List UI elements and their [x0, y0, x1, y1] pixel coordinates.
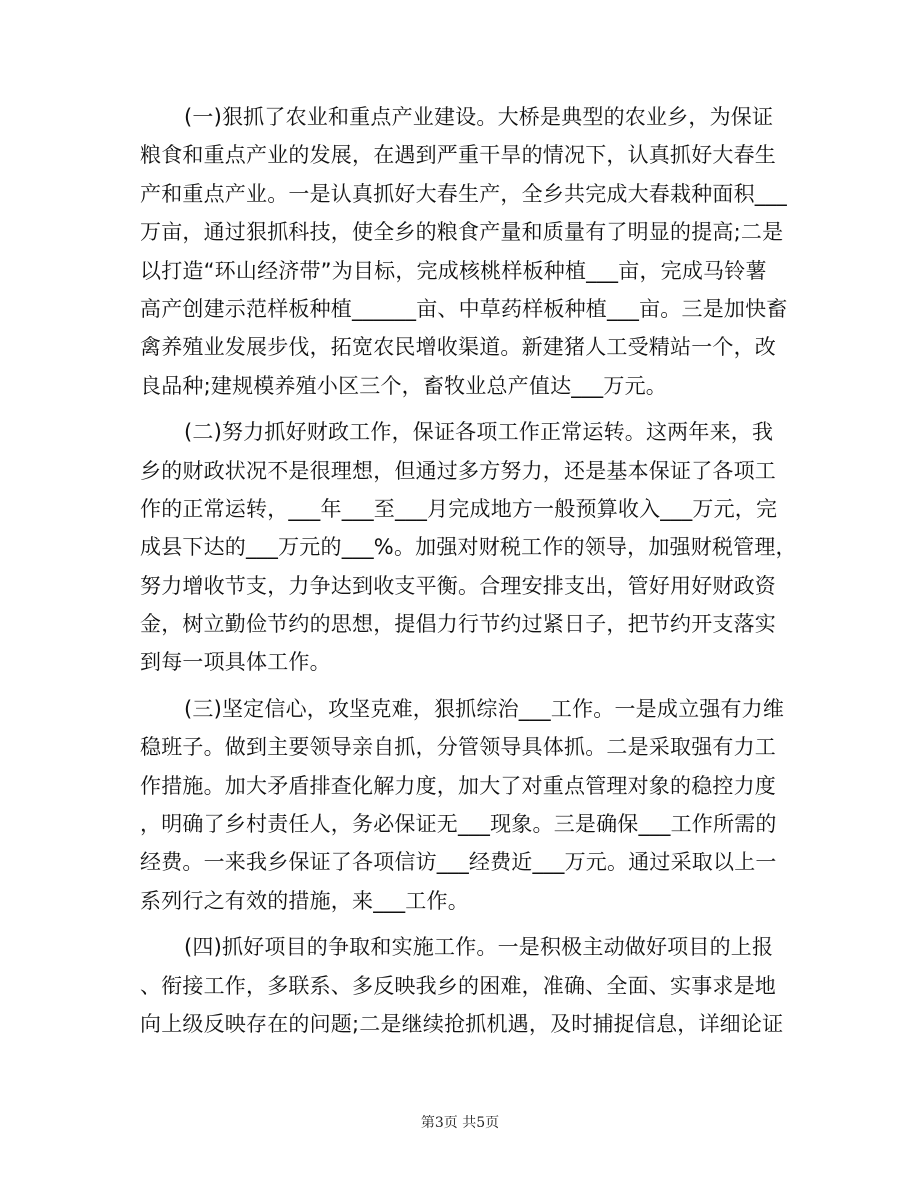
paragraph-stability — [140, 690, 790, 920]
text-line: 稳班子。做到主要领导亲自抓，分管领导具体抓。二是采取强有力工 — [140, 735, 776, 760]
page-number: 第3页 共5页 — [420, 1115, 500, 1131]
text-line: 、衔接工作，多联系、多反映我乡的困难，准确、全面、实事求是地 — [140, 973, 776, 998]
text-line: (三)坚定信心，攻坚克难，狠抓综治___工作。一是成立强有力维 — [184, 696, 785, 721]
text-line: 粮食和重点产业的发展，在遇到严重干旱的情况下，认真抓好大春生 — [140, 143, 776, 168]
text-line: ，明确了乡村责任人，务必保证无___现象。三是确保___工作所需的 — [140, 812, 777, 837]
text-line: 努力增收节支，力争达到收支平衡。合理安排支出，管好用好财政资 — [140, 573, 776, 598]
paragraph-agriculture — [140, 98, 790, 405]
text-line: 以打造“环山经济带”为目标，完成核桃样板种植___亩，完成马铃薯 — [140, 258, 767, 283]
paragraph-finance — [140, 413, 797, 682]
text-line: 到每一项具体工作。 — [140, 650, 331, 675]
text-line: 成县下达的___万元的___%。加强对财税工作的领导，加强财税管理， — [140, 535, 797, 560]
text-line: (一)狠抓了农业和重点产业建设。大桥是典型的农业乡，为保证 — [184, 105, 774, 129]
paragraph-projects — [140, 928, 790, 1043]
text-line: 产和重点产业。一是认真抓好大春生产，全乡共完成大春栽种面积___ — [140, 181, 787, 206]
text-line: 作的正常运转，___年___至___月完成地方一般预算收入___万元，完 — [140, 496, 778, 521]
text-line: 乡的财政状况不是很理想，但通过多方努力，还是基本保证了各项工 — [140, 458, 776, 483]
text-line: 高产创建示范样板种植______亩、中草药样板种植___亩。三是加快畜 — [140, 296, 788, 321]
text-line: 经费。一来我乡保证了各项信访___经费近___万元。通过采取以上一 — [140, 850, 777, 875]
text-line: 万亩，通过狠抓科技，使全乡的粮食产量和质量有了明显的提高;二是 — [140, 220, 784, 245]
text-line: 良品种;建规模养殖小区三个，畜牧业总产值达___万元。 — [140, 373, 667, 398]
text-line: (四)抓好项目的争取和实施工作。一是积极主动做好项目的上报 — [184, 935, 774, 960]
text-line: 作措施。加大矛盾排查化解力度，加大了对重点管理对象的稳控力度 — [140, 773, 776, 798]
document-body — [140, 98, 797, 1051]
text-line: 系列行之有效的措施，来___工作。 — [140, 888, 469, 913]
text-line: (二)努力抓好财政工作，保证各项工作正常运转。这两年来，我 — [184, 420, 774, 445]
text-line: 向上级反映存在的问题;二是继续抢抓机遇，及时捕捉信息，详细论证 — [140, 1011, 784, 1036]
text-line: 金，树立勤俭节约的思想，提倡力行节约过紧日子，把节约开支落实 — [140, 612, 776, 637]
text-line: 禽养殖业发展步伐，拓宽农民增收渠道。新建猪人工受精站一个，改 — [140, 335, 776, 360]
